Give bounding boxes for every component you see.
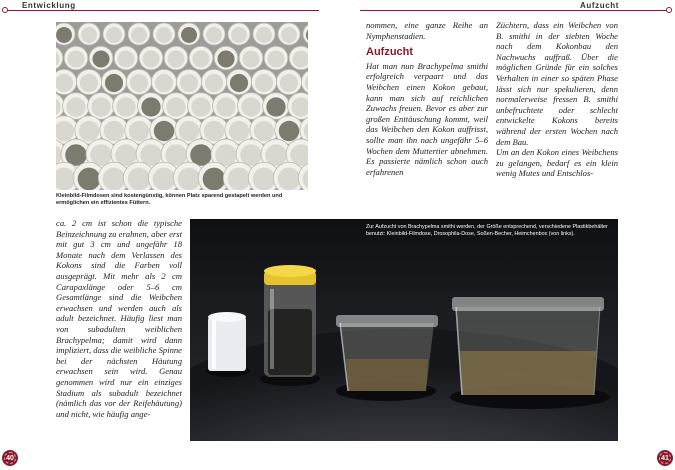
canister-cell: [78, 23, 100, 45]
canister-cell: [214, 46, 238, 70]
canister-cell: [139, 46, 163, 70]
canister-cell: [113, 93, 140, 120]
canister-cell: [178, 23, 200, 45]
canister-cell: [264, 46, 288, 70]
paragraph-aufzucht: Hat man nun Brachypelma smithi erfolgreich verpaart und das Weibchen einen Kokon gebaut, kann man sich auf reichlichen Zuwachs freuen. Bevor es aber zur großen Enttäuschung kommt, weil das Weibchen den Kokon auffrisst, sollte man ihn nach ungefähr 5–6 Wochen dem Muttertier abnehmen. Es passierte nämlich schon auch erfahrenen: [366, 60, 488, 177]
photo-containers: [190, 219, 618, 441]
text-column-middle: [366, 20, 488, 177]
text-column-left-bottom: [56, 218, 182, 419]
paragraph-carryover: nommen, eine ganze Reihe an Nymphenstadien.: [366, 20, 488, 41]
canister-cell: [213, 93, 240, 120]
film-canister-shape: [206, 312, 250, 377]
running-head-right: Aufzucht: [580, 1, 620, 10]
canister-cell: [63, 93, 90, 120]
canister-cell: [153, 23, 175, 45]
canister-cell: [228, 23, 250, 45]
paragraph-beinzeichnung: ca. 2 cm ist schon die typische Beinzeichnung zu erahnen, aber erst mit gut 3 cm und ungefähr 18 Monate nach dem Verlassen des Kokons sind die Farben voll ausgeprägt. Mit mehr als 2 cm Carapaxlänge oder 5–6 cm Gesamtlänge sind die Weibchen erwachsen und werden auch als adult bezeichnet. Häufig liest man von subadulten weiblichen Brachypelma; damit wird dann impliziert, dass die weibliche Spinne bei der nächsten Häutung erwachsen sein wird. Genau genommen wird nur ein einziges Stadium als subadult bezeichnet (nämlich das vor der Reifehäutung) und nicht, wie häufig ange-: [56, 218, 182, 419]
canister-cell: [76, 69, 101, 94]
drosophila-vial-shape: [260, 265, 320, 386]
canister-cell: [278, 23, 300, 45]
canister-cell: [88, 93, 115, 120]
text-column-right: [496, 20, 618, 179]
running-head-left: Entwicklung: [22, 1, 76, 10]
canister-cell: [56, 69, 77, 94]
canister-cell: [188, 93, 215, 120]
sauce-cup-shape: [336, 315, 438, 401]
canister-cell: [176, 69, 201, 94]
canister-cell: [301, 69, 308, 94]
canister-cell: [56, 23, 75, 45]
canister-cell: [126, 69, 151, 94]
section-heading: Aufzucht: [366, 46, 414, 59]
page-number-left: 40: [2, 450, 18, 466]
canister-cell: [56, 46, 63, 70]
canister-cell: [263, 93, 290, 120]
header-dot-left: [2, 7, 8, 13]
header-rule-left: [6, 10, 319, 11]
photo-film-canisters: [56, 22, 308, 190]
page-number-right: 41: [657, 450, 673, 466]
header-rule-right: [360, 10, 668, 11]
canister-cell: [89, 46, 113, 70]
canister-cell: [203, 23, 225, 45]
canister-cell: [201, 69, 226, 94]
canister-cell: [101, 69, 126, 94]
canister-cell: [151, 69, 176, 94]
canister-cell: [164, 46, 188, 70]
paragraph-kokon: Um an den Kokon eines Weibchens zu gelangen, bedarf es ein klein wenig Mutes und Entschlos-: [496, 147, 618, 179]
canister-cell: [253, 23, 275, 45]
canister-cell: [163, 93, 190, 120]
photo-top-caption: Kleinbild-Filmdosen sind kostengünstig, können Platz sparend gestapelt werden und ermöglichen ein effizientes Füttern.: [56, 193, 283, 206]
canister-cell: [189, 46, 213, 70]
canister-cell: [238, 93, 265, 120]
canister-cell: [251, 69, 276, 94]
photo-bottom-caption: Zur Aufzucht von Brachypelma smithi werden, der Größe entsprechend, verschiedene Plastikbehälter benutzt: Kleinbild-Filmdose, Drosophila-Dose, Soßen-Becher, Heimchenbox (von links).: [366, 224, 608, 237]
canister-cell: [64, 46, 88, 70]
canister-cell: [239, 46, 263, 70]
canister-cell: [288, 93, 308, 120]
canister-cell: [103, 23, 125, 45]
canister-cell: [289, 46, 308, 70]
canister-cell: [276, 69, 301, 94]
canister-cell: [226, 69, 251, 94]
canister-cell: [303, 23, 308, 45]
canister-cell: [114, 46, 138, 70]
header-dot-right: [666, 7, 672, 13]
cricket-box-shape: [450, 297, 610, 409]
canister-cell: [138, 93, 165, 120]
paragraph-zuechtern: Züchtern, dass ein Weibchen von B. smithi in der siebten Woche nach dem Kokonbau den Nachwuchs auffraß. Über die möglichen Gründe für ein solches Verhalten in einer so späten Phase lässt sich nur spekulieren, denn normalerweise fressen B. smithi unbefruchtete oder schlecht entwickelte Kokons bereits während der ersten Wochen nach dem Bau.: [496, 20, 618, 147]
canister-cell: [128, 23, 150, 45]
